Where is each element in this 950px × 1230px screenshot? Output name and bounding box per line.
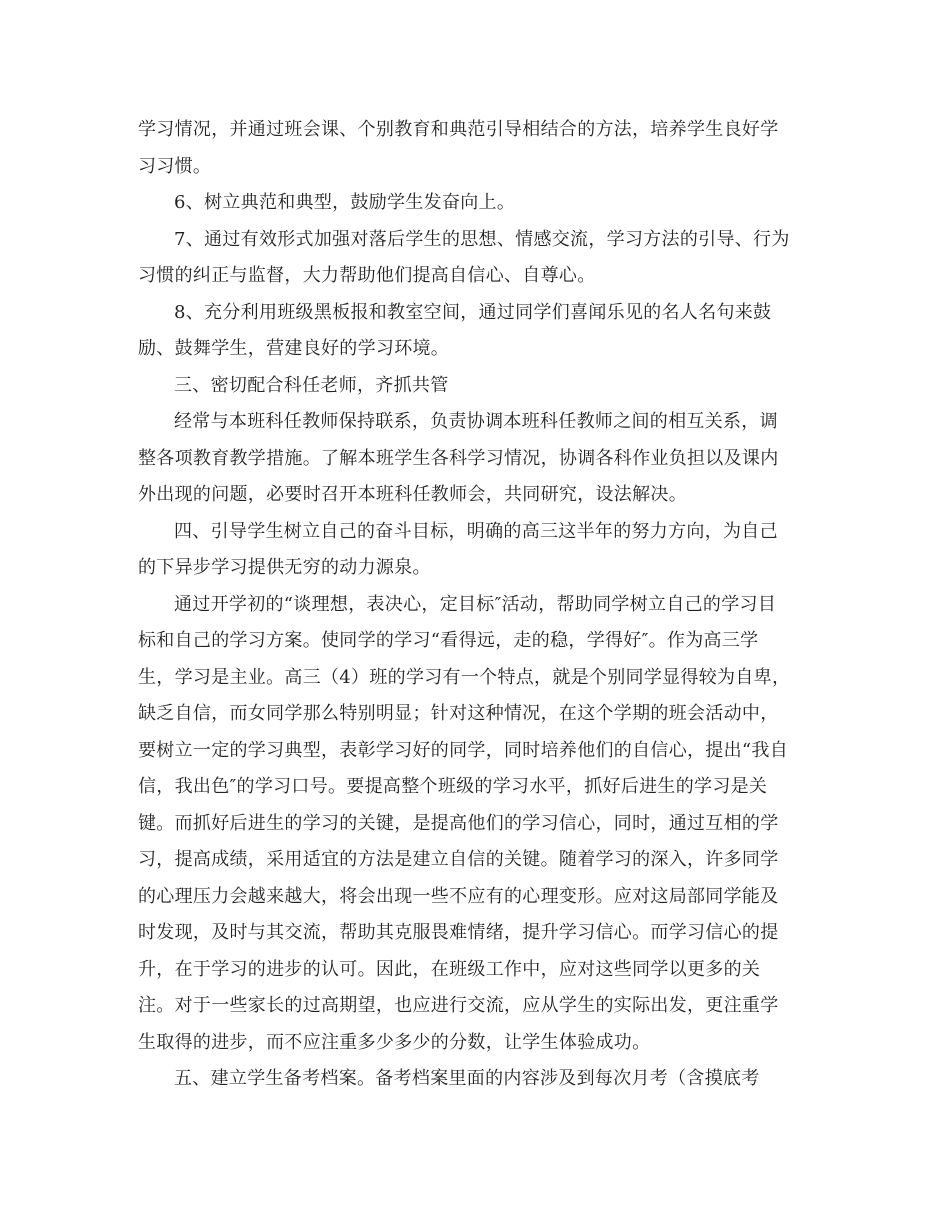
- text-line: 学习情况，并通过班会课、个别教育和典范引导相结合的方法，培养学生良好学: [138, 119, 779, 140]
- text-line: 要树立一定的学习典型，表彰学习好的同学，同时培养他们的自信心，提出“我自: [138, 739, 788, 761]
- text-line: 生取得的进步，而不应注重多少多少的分数，让学生体验成功。: [138, 1031, 651, 1053]
- paragraph-start: 通过开学初的“谈理想，表决心，定目标″活动，帮助同学树立自己的学习目: [174, 593, 777, 615]
- text-line: 注。对于一些家长的过高期望，也应进行交流，应从学生的实际出发，更注重学: [138, 995, 779, 1016]
- paragraph-item-7: 7、通过有效形式加强对落后学生的思想、情感交流，学习方法的引导、行为: [174, 228, 790, 250]
- text-line: 习惯的纠正与监督，大力帮助他们提高自信心、自尊心。: [138, 265, 596, 286]
- text-line: 的下异步学习提供无穷的动力源泉。: [138, 557, 431, 578]
- section-heading-3: 三、密切配合科任老师，齐抓共管: [174, 374, 449, 396]
- paragraph-item-6: 6、树立典范和典型，鼓励学生发奋向上。: [174, 192, 516, 213]
- text-line: 键。而抓好后进生的学习的关键，是提高他们的学习信心，同时，通过互相的学: [138, 812, 779, 834]
- section-heading-5: 五、建立学生备考档案。备考档案里面的内容涉及到每次月考（含摸底考: [174, 1068, 760, 1089]
- text-line: 升，在于学习的进步的认可。因此，在班级工作中，应对这些同学以更多的关: [138, 958, 761, 980]
- text-line: 习习惯。: [138, 155, 212, 177]
- text-line: 标和自己的学习方案。使同学的学习“看得远，走的稳，学得好″。作为高三学: [138, 630, 759, 651]
- text-line: 的心理压力会越来越大，将会出现一些不应有的心理变形。应对这局部同学能及: [138, 885, 779, 907]
- text-line: 缺乏自信，而女同学那么特别明显；针对这种情况，在这个学期的班会活动中，: [138, 703, 779, 724]
- document-body: [138, 112, 818, 1098]
- section-heading-4: 四、引导学生树立自己的奋斗目标，明确的高三这半年的努力方向，为自己: [174, 520, 778, 542]
- text-line: 习，提高成绩，采用适宜的方法是建立自信的关键。随着学习的深入，许多同学: [138, 849, 779, 870]
- paragraph-item-8: 8、充分利用班级黑板报和教室空间，通过同学们喜闻乐见的名人名句来鼓: [174, 301, 772, 323]
- paragraph-start: 经常与本班科任教师保持联系，负责协调本班科任教师之间的相互关系，调: [174, 411, 778, 432]
- text-line: 信，我出色″的学习口号。要提高整个班级的学习水平，抓好后进生的学习是关: [138, 776, 768, 797]
- text-line: 生，学习是主业。高三（4）班的学习有一个特点，就是个别同学显得较为自卑，: [138, 666, 791, 688]
- text-line: 外出现的问题，必要时召开本班科任教师会，共同研究，设法解决。: [138, 484, 687, 505]
- text-line: 整各项教育教学措施。了解本班学生各科学习情况，协调各科作业负担以及课内: [138, 447, 779, 469]
- text-line: 时发现，及时与其交流，帮助其克服畏难情绪，提升学习信心。而学习信心的提: [138, 922, 779, 943]
- text-line: 励、鼓舞学生，营建良好的学习环境。: [138, 338, 450, 359]
